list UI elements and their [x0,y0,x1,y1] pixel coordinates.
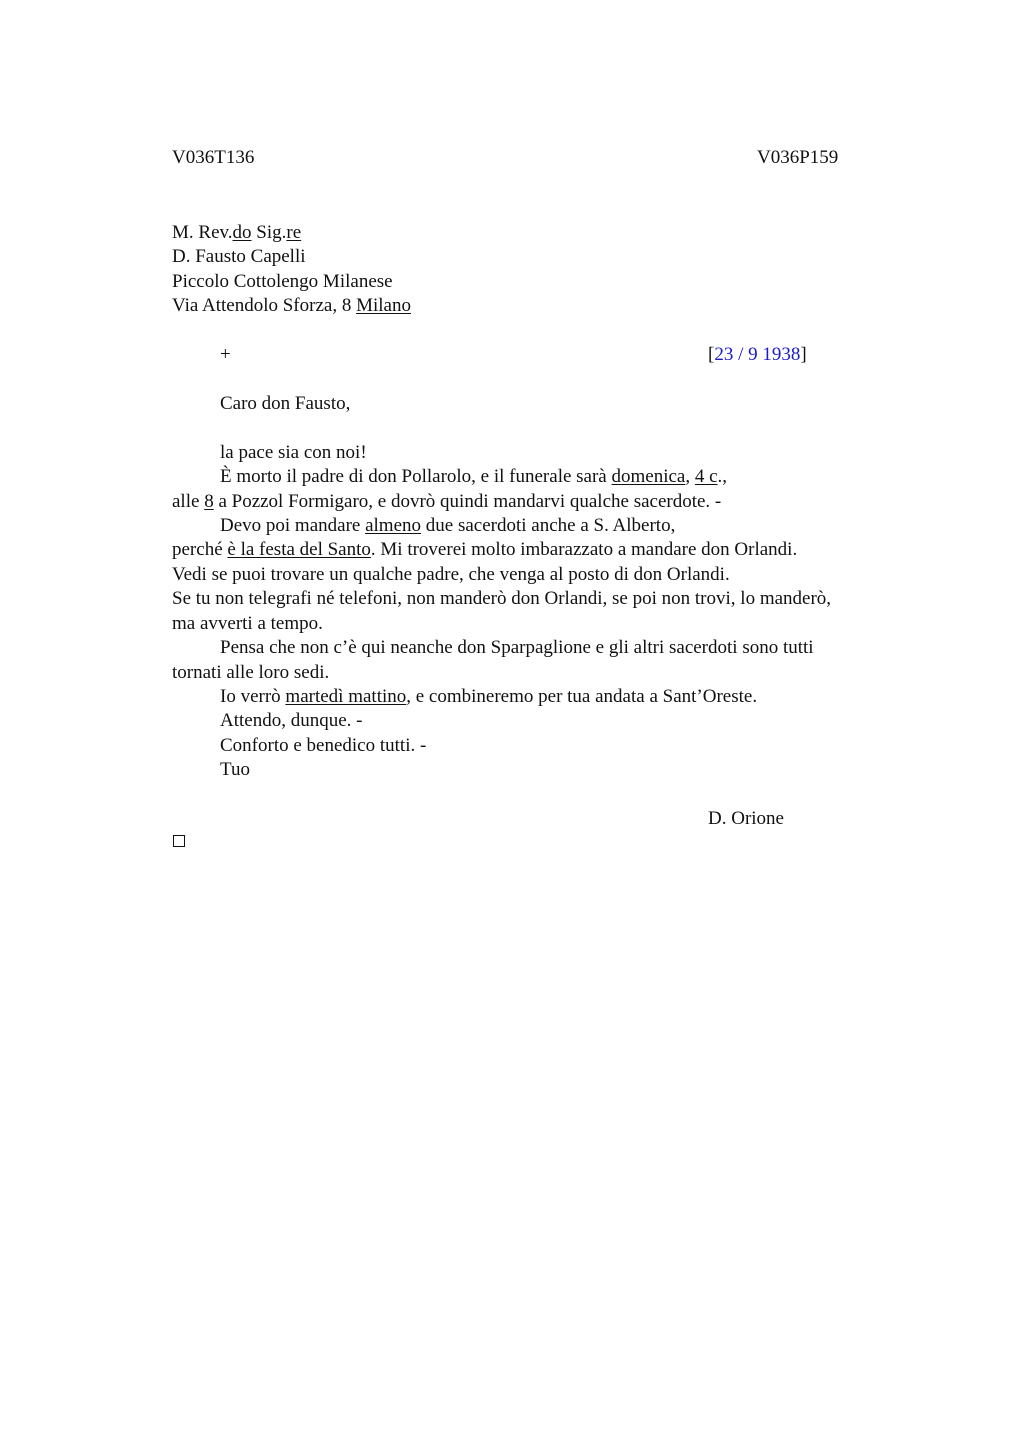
page-code-right: V036P159 [757,147,839,168]
body-line-3: alle 8 a Pozzol Formigaro, e dovrò quindi mandarvi qualche sacerdote. - [172,491,722,512]
address-line-institution: Piccolo Cottolengo Milanese [172,271,393,292]
address-line-street: Via Attendolo Sforza, 8 Milano [172,295,411,316]
signature: D. Orione [708,808,784,829]
address-line-name: D. Fausto Capelli [172,246,306,267]
salutation: Caro don Fausto, [220,393,351,414]
body-line-5: perché è la festa del Santo. Mi troverei molto imbarazzato a mandare don Orlandi. [172,539,798,560]
body-line-8: ma avverti a tempo. [172,613,323,634]
body-line-7: Se tu non telegrafi né telefoni, non manderò don Orlandi, se poi non trovi, lo manderò, [172,588,832,609]
body-line-9: Pensa che non c’è qui neanche don Sparpaglione e gli altri sacerdoti sono tutti [220,637,814,658]
body-line-6: Vedi se puoi trovare un qualche padre, che venga al posto di don Orlandi. [172,564,730,585]
body-line-1: la pace sia con noi! [220,442,367,463]
document-code-left: V036T136 [172,147,255,168]
cross-mark: + [220,344,231,365]
body-line-10: tornati alle loro sedi. [172,662,330,683]
body-line-11: Io verrò martedì mattino, e combineremo per tua andata a Sant’Oreste. [220,686,758,707]
body-line-4: Devo poi mandare almeno due sacerdoti anche a S. Alberto, [220,515,676,536]
body-line-12: Attendo, dunque. - [220,710,363,731]
end-of-document-box-icon [173,835,185,847]
closing-tuo: Tuo [220,759,250,780]
address-line-title: M. Rev.do Sig.re [172,222,302,243]
letter-date: [23 / 9 1938] [708,344,807,365]
body-line-2: È morto il padre di don Pollarolo, e il funerale sarà domenica, 4 c., [220,466,728,487]
body-line-13: Conforto e benedico tutti. - [220,735,427,756]
